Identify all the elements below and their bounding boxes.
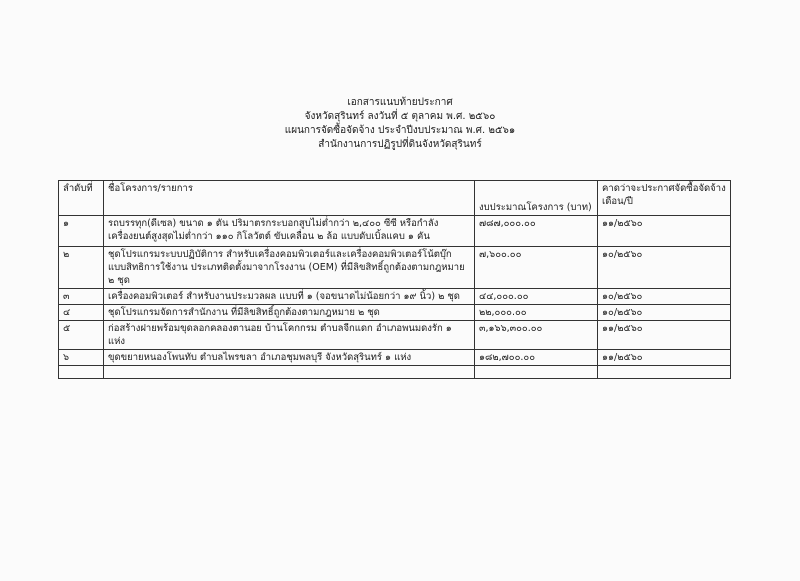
row-index: ๔ (59, 305, 104, 321)
empty-cell (59, 366, 104, 379)
empty-cell (598, 366, 731, 379)
row-index: ๑ (59, 216, 104, 247)
header-budget: งบประมาณโครงการ (บาท) (475, 181, 598, 216)
table-row-empty (59, 366, 731, 379)
document-header (0, 96, 800, 152)
header-line-3: แผนการจัดซื้อจัดจ้าง ประจำปีงบประมาณ พ.ศ. ๒๕๖๑ (284, 125, 516, 136)
row-index: ๒ (59, 247, 104, 289)
row-month: ๑๑/๒๕๖๐ (598, 216, 731, 247)
header-line-1: เอกสารแนบท้ายประกาศ (347, 97, 453, 108)
table-header-row (59, 181, 731, 216)
row-name: รถบรรทุก(ดีเซล) ขนาด ๑ ตัน ปริมาตรกระบอกสูบไม่ต่ำกว่า ๒,๔๐๐ ซีซี หรือกำลังเครื่องยนต์สูงสุดไม่ต่ำกว่า ๑๑๐ กิโลวัตต์ ขับเคลื่อน ๒ ล้อ แบบดับเบิ้ลแคบ ๑ คัน (104, 216, 475, 247)
row-month: ๑๐/๒๕๖๐ (598, 289, 731, 305)
row-name: ขุดขยายหนองโพนทับ ตำบลไพรขลา อำเภอชุมพลบุรี จังหวัดสุรินทร์ ๑ แห่ง (104, 350, 475, 366)
row-month: ๑๐/๒๕๖๐ (598, 247, 731, 289)
table-row (59, 216, 731, 247)
row-budget: ๓,๑๖๖,๓๐๐.๐๐ (475, 321, 598, 350)
table-row (59, 289, 731, 305)
row-index: ๓ (59, 289, 104, 305)
table-row (59, 321, 731, 350)
table-row (59, 247, 731, 289)
row-name: ชุดโปรแกรมระบบปฏิบัติการ สำหรับเครื่องคอมพิวเตอร์และเครื่องคอมพิวเตอร์โน้ตบุ๊ก แบบสิทธิการใช้งาน ประเภทติดตั้งมาจากโรงงาน (OEM) ที่มีลิขสิทธิ์ถูกต้องตามกฎหมาย ๒ ชุด (104, 247, 475, 289)
row-name: ชุดโปรแกรมจัดการสำนักงาน ที่มีลิขสิทธิ์ถูกต้องตามกฎหมาย ๒ ชุด (104, 305, 475, 321)
row-month: ๑๐/๒๕๖๐ (598, 305, 731, 321)
table-row (59, 305, 731, 321)
row-name: เครื่องคอมพิวเตอร์ สำหรับงานประมวลผล แบบที่ ๑ (จอขนาดไม่น้อยกว่า ๑๙ นิ้ว) ๒ ชุด (104, 289, 475, 305)
row-month: ๑๑/๒๕๖๐ (598, 350, 731, 366)
row-budget: ๒๒,๐๐๐.๐๐ (475, 305, 598, 321)
header-line-2: จังหวัดสุรินทร์ ลงวันที่ ๕ ตุลาคม พ.ศ. ๒๕๖๐ (304, 111, 496, 122)
row-index: ๕ (59, 321, 104, 350)
row-budget: ๗,๖๐๐.๐๐ (475, 247, 598, 289)
header-name: ชื่อโครงการ/รายการ (104, 181, 475, 216)
table-row (59, 350, 731, 366)
row-month: ๑๑/๒๕๖๐ (598, 321, 731, 350)
row-name: ก่อสร้างฝายพร้อมขุดลอกคลองตานอย บ้านโคกกรม ตำบลจีกแดก อำเภอพนมดงรัก ๑ แห่ง (104, 321, 475, 350)
empty-cell (104, 366, 475, 379)
row-budget: ๔๔,๐๐๐.๐๐ (475, 289, 598, 305)
empty-cell (475, 366, 598, 379)
procurement-table (58, 180, 731, 379)
row-budget: ๗๘๗,๐๐๐.๐๐ (475, 216, 598, 247)
header-index: ลำดับที่ (59, 181, 104, 216)
header-line-4: สำนักงานการปฏิรูปที่ดินจังหวัดสุรินทร์ (318, 139, 482, 150)
row-index: ๖ (59, 350, 104, 366)
header-month: คาดว่าจะประกาศจัดซื้อจัดจ้าง เดือน/ปี (598, 181, 731, 216)
row-budget: ๑๘๒,๗๐๐.๐๐ (475, 350, 598, 366)
